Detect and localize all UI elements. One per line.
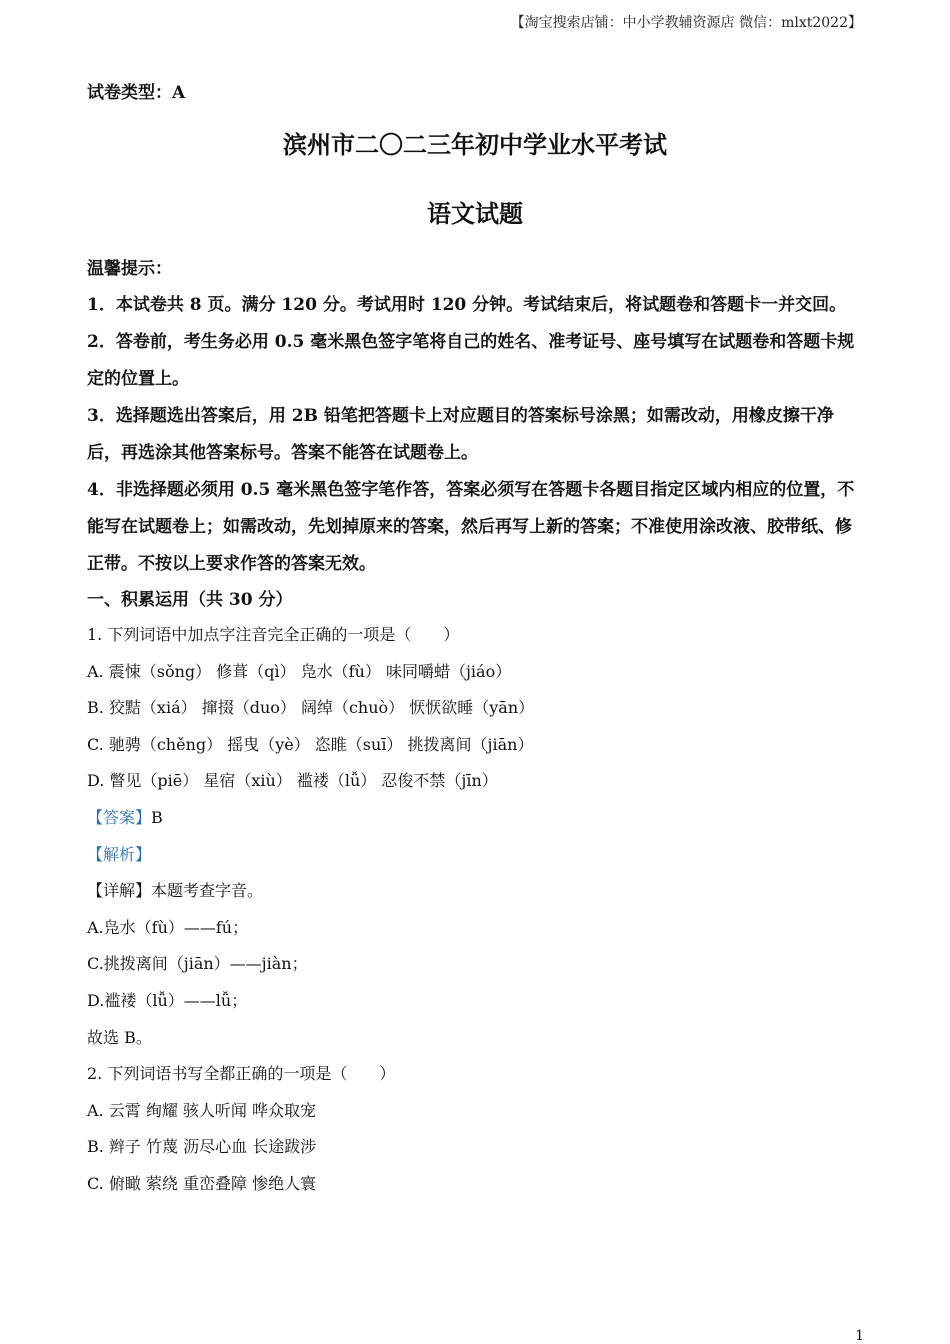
- question-1-conclusion: 故选 B。: [87, 1027, 152, 1047]
- tip-item-3: 3．选择题选出答案后，用 2B 铅笔把答题卡上对应题目的答案标号涂黑；如需改动，用橡皮擦干净后，再选涂其他答案标号。答案不能答在试题卷上。: [87, 406, 834, 463]
- tip-item-4: 4．非选择题必须用 0.5 毫米黑色签字笔作答，答案必须写在答题卡各题目指定区域内相应的位置，不能写在试题卷上；如需改动，先划掉原来的答案，然后再写上新的答案；不准使用涂改液、胶带纸、修正带。不按以上要求作答的答案无效。: [87, 480, 855, 574]
- exam-subtitle: 语文试题: [427, 199, 523, 228]
- page-header: 【淘宝搜索店铺：中小学教辅资源店 微信：mlxt2022】: [510, 15, 862, 31]
- tips-heading: 温馨提示：: [87, 259, 172, 279]
- exam-type: 试卷类型：A: [87, 83, 186, 103]
- explanation-d: D.褴褛（lǚ）——lǚ；: [87, 990, 248, 1010]
- page-number: 1: [855, 1328, 864, 1344]
- question-1-option-b: B. 狡黠（xiá） 撺掇（duo） 阔绰（chuò） 恹恹欲睡（yān）: [87, 698, 535, 718]
- tip-item-2: 2．答卷前，考生务必用 0.5 毫米黑色签字笔将自己的姓名、准考证号、座号填写在试题卷和答题卡规定的位置上。: [87, 332, 855, 389]
- question-2-stem: 2. 下列词语书写全都正确的一项是（ ）: [87, 1064, 396, 1084]
- question-1-option-a: A. 震悚（sǒng） 修葺（qì） 凫水（fù） 味同嚼蜡（jiáo）: [87, 661, 512, 681]
- question-1-stem: 1. 下列词语中加点字注音完全正确的一项是（ ）: [87, 625, 460, 644]
- question-1-option-c: C. 驰骋（chěng） 摇曳（yè） 恣睢（suī） 挑拨离间（jiān）: [87, 734, 534, 754]
- answer-tag: 【答案】: [87, 807, 152, 827]
- question-1-option-d: D. 瞥见（piē） 星宿（xiù） 褴褛（lǚ） 忍俊不禁（jīn）: [87, 771, 498, 791]
- question-2-option-b: B. 辫子 竹蔑 沥尽心血 长途跋涉: [87, 1137, 317, 1157]
- question-1-detail: 【详解】本题考查字音。: [87, 881, 264, 901]
- tip-item-1: 1．本试卷共 8 页。满分 120 分。考试用时 120 分钟。考试结束后，将试题卷和答题卡一并交回。: [87, 295, 847, 315]
- analysis-tag: 【解析】: [87, 844, 152, 864]
- answer-value: B: [151, 807, 163, 827]
- explanation-c: C.挑拨离间（jiān）——jiàn；: [87, 954, 308, 974]
- explanation-a: A.凫水（fù）——fú；: [87, 917, 249, 937]
- question-2-option-a: A. 云霄 绚耀 骇人听闻 哗众取宠: [87, 1100, 316, 1120]
- section-heading: 一、积累运用（共 30 分）: [87, 590, 293, 610]
- question-2-option-c: C. 俯瞰 萦绕 重峦叠障 惨绝人寰: [87, 1173, 317, 1193]
- exam-title: 滨州市二〇二三年初中学业水平考试: [283, 130, 667, 159]
- question-1-answer: [87, 800, 863, 837]
- document-body: [87, 78, 863, 1203]
